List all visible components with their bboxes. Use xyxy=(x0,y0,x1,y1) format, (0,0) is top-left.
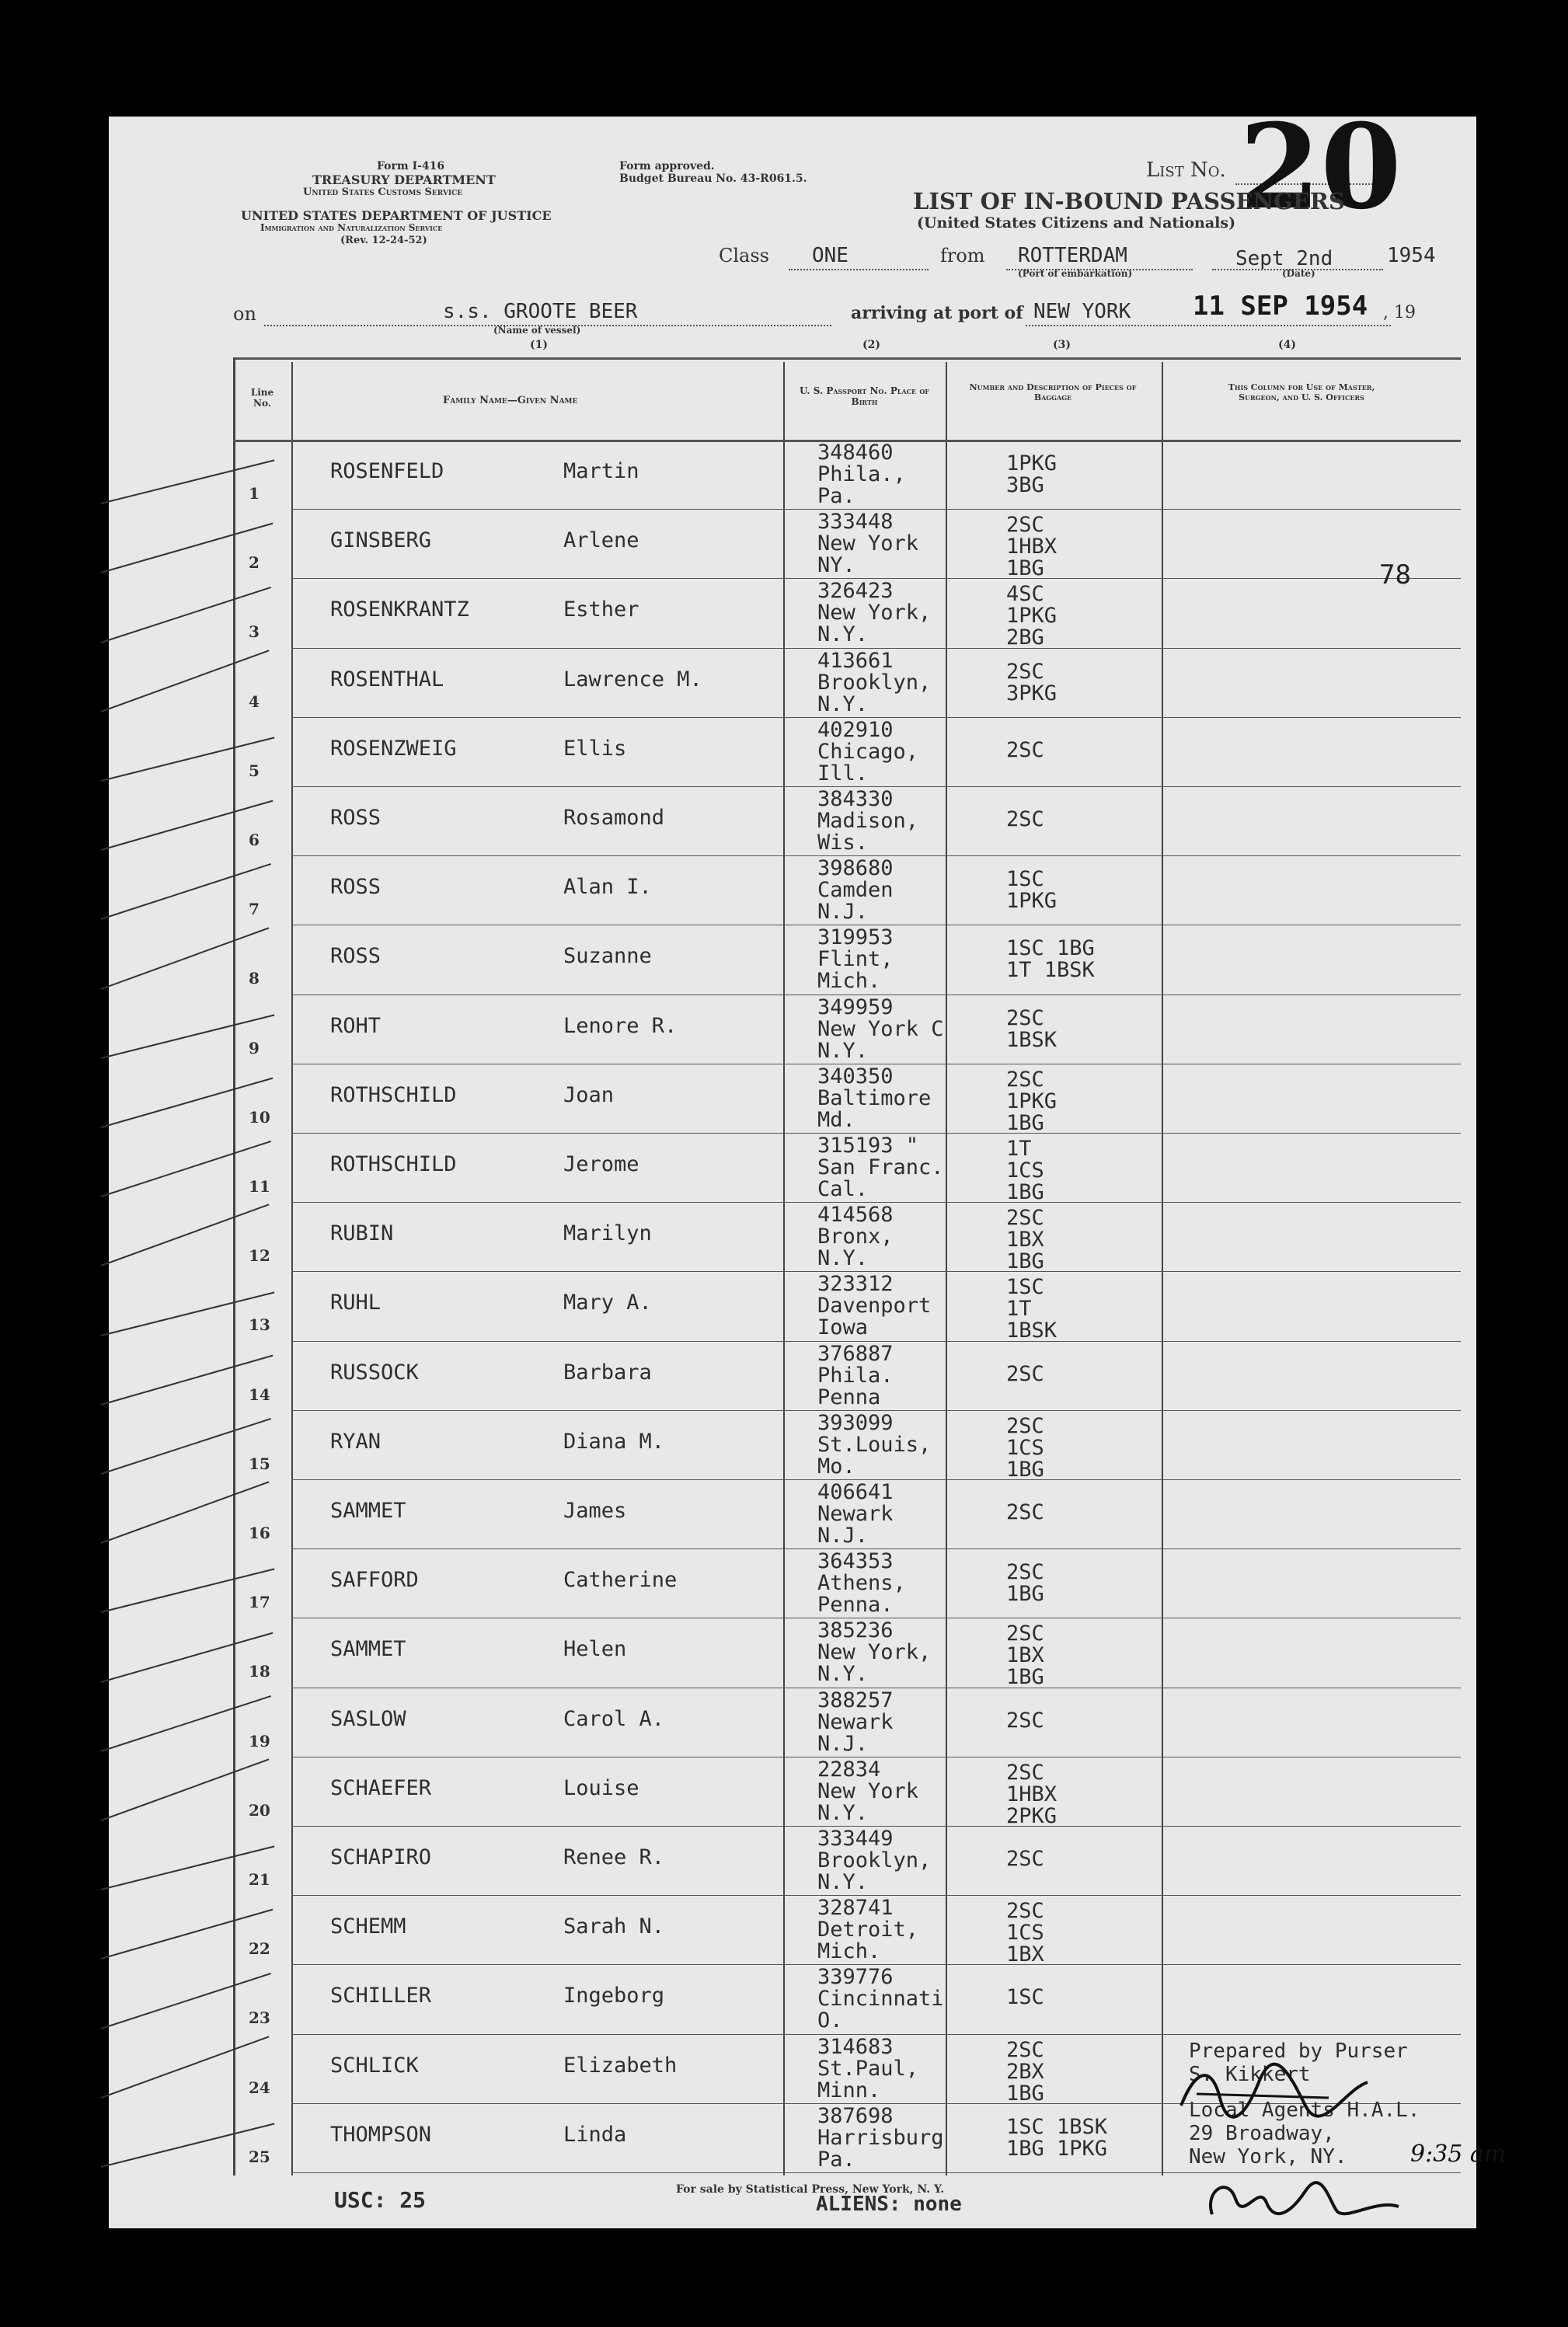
baggage-item: 2SC xyxy=(1006,1622,1044,1646)
family-name: THOMPSON xyxy=(330,2122,432,2147)
baggage-item: 1BSK xyxy=(1006,1319,1058,1343)
passenger-row xyxy=(109,441,1476,510)
baggage-item: 4SC xyxy=(1006,582,1044,607)
baggage-item: 2SC xyxy=(1006,1361,1044,1386)
year-prefix: , 19 xyxy=(1383,303,1416,322)
place-of-birth: Detroit, xyxy=(817,1918,919,1942)
passenger-row xyxy=(109,1204,1476,1273)
place-of-birth: N.J. xyxy=(817,1731,869,1756)
place-of-birth: Cal. xyxy=(817,1177,869,1201)
check-mark xyxy=(101,2036,270,2099)
check-mark xyxy=(101,1078,274,1128)
place-of-birth: New York, xyxy=(817,601,932,625)
family-name: SAMMET xyxy=(330,1499,406,1523)
passport-number: 339776 xyxy=(817,1965,894,1990)
baggage-item: 1CS xyxy=(1006,1435,1044,1460)
place-of-birth: New York xyxy=(817,1778,919,1803)
family-name: GINSBERG xyxy=(330,528,432,553)
check-mark xyxy=(101,1418,271,1475)
baggage-item: 1T 1BSK xyxy=(1006,958,1095,983)
place-of-birth: Athens, xyxy=(817,1571,906,1596)
passport-number: 349959 xyxy=(817,995,894,1019)
baggage-item: 2SC xyxy=(1006,1413,1044,1438)
line-number: 6 xyxy=(249,831,260,849)
given-name: Louise xyxy=(563,1775,639,1800)
place-of-birth: Newark xyxy=(817,1709,894,1734)
family-name: SCHAPIRO xyxy=(330,1845,432,1869)
baggage-item: 2SC xyxy=(1006,1206,1044,1231)
passenger-row xyxy=(109,1481,1476,1550)
port-caption: (Port of embarkation) xyxy=(1018,268,1133,279)
check-mark xyxy=(101,1909,274,1959)
baggage-item: 1BG xyxy=(1006,1665,1044,1690)
table-top-border xyxy=(233,357,1461,360)
passenger-row xyxy=(109,1065,1476,1134)
baggage-item: 2SC xyxy=(1006,1760,1044,1785)
family-name: ROSS xyxy=(330,806,382,830)
place-of-birth: N.Y. xyxy=(817,1870,869,1894)
line-number: 3 xyxy=(249,622,260,642)
form-approved: Form approved. xyxy=(619,160,715,172)
passenger-row xyxy=(109,996,1476,1065)
given-name: Ellis xyxy=(563,736,627,761)
family-name: SAMMET xyxy=(330,1637,406,1662)
family-name: ROSENZWEIG xyxy=(330,736,457,761)
line-number: 9 xyxy=(249,1038,260,1057)
place-of-birth: Penna xyxy=(817,1385,881,1409)
place-of-birth: Davenport xyxy=(817,1294,932,1319)
place-of-birth: N.Y. xyxy=(817,1246,869,1271)
given-name: Alan I. xyxy=(563,875,652,900)
baggage-item: 2SC xyxy=(1006,1500,1044,1524)
passenger-row xyxy=(109,1689,1476,1758)
passport-number: 333448 xyxy=(817,510,894,535)
check-mark xyxy=(101,1758,270,1821)
check-mark xyxy=(101,523,274,573)
baggage-item: 1T xyxy=(1006,1297,1032,1322)
passport-number: 376887 xyxy=(817,1341,894,1366)
place-of-birth: N.Y. xyxy=(817,622,869,647)
passenger-row xyxy=(109,650,1476,719)
check-mark xyxy=(101,927,270,990)
baggage-item: 1BG xyxy=(1006,2081,1044,2106)
baggage-item: 1BG xyxy=(1006,1582,1044,1607)
line-number: 2 xyxy=(249,553,260,573)
line-number: 17 xyxy=(249,1593,270,1612)
given-name: Helen xyxy=(563,1637,627,1662)
passenger-row xyxy=(109,1273,1476,1342)
baggage-item: 2SC xyxy=(1006,807,1044,831)
family-name: RUSSOCK xyxy=(330,1360,419,1385)
family-name: ROTHSCHILD xyxy=(330,1082,457,1107)
check-mark xyxy=(101,1354,274,1405)
dept-customs: United States Customs Service xyxy=(303,186,463,198)
class-label: Class xyxy=(719,245,769,266)
passenger-row xyxy=(109,1758,1476,1827)
place-of-birth: San Franc. xyxy=(817,1155,944,1179)
line-number: 24 xyxy=(249,2078,270,2097)
baggage-item: 1T xyxy=(1006,1137,1032,1161)
departure-year: 1954 xyxy=(1387,244,1436,267)
baggage-item: 3PKG xyxy=(1006,681,1058,705)
vessel-caption: (Name of vessel) xyxy=(493,325,581,336)
passenger-row xyxy=(109,1550,1476,1619)
place-of-birth: Brooklyn, xyxy=(817,670,932,695)
form-number: Form I-416 xyxy=(377,160,445,172)
baggage-item: 1BG xyxy=(1006,1249,1044,1274)
place-of-birth: Mo. xyxy=(817,1454,855,1479)
line-number: 23 xyxy=(249,2008,270,2028)
baggage-item: 1SC xyxy=(1006,1275,1044,1300)
header-baggage: Number and Description of Pieces of Baggage xyxy=(969,382,1137,402)
passport-number: 385236 xyxy=(817,1618,894,1643)
baggage-item: 2SC xyxy=(1006,1067,1044,1092)
passport-number: 414568 xyxy=(817,1203,894,1228)
passport-number: 364353 xyxy=(817,1549,894,1574)
given-name: Marilyn xyxy=(563,1221,652,1246)
place-of-birth: Newark xyxy=(817,1502,894,1526)
baggage-item: 1BG 1PKG xyxy=(1006,2136,1108,2161)
line-number: 13 xyxy=(249,1315,270,1335)
passport-number: 413661 xyxy=(817,648,894,673)
place-of-birth: New York, xyxy=(817,1640,932,1665)
col-number-4: (4) xyxy=(1278,339,1296,351)
place-of-birth: Mich. xyxy=(817,969,881,994)
passport-number: 333449 xyxy=(817,1827,894,1851)
baggage-item: 2SC xyxy=(1006,737,1044,762)
family-name: SASLOW xyxy=(330,1706,406,1731)
passport-number: 348460 xyxy=(817,441,894,465)
line-number: 25 xyxy=(249,2147,270,2166)
check-mark xyxy=(101,587,271,643)
place-of-birth: Madison, xyxy=(817,809,919,833)
dept-immigration: Immigration and Naturalization Service xyxy=(260,222,443,233)
on-label: on xyxy=(233,303,256,325)
baggage-item: 1BG xyxy=(1006,556,1044,581)
passport-number: 398680 xyxy=(817,856,894,881)
family-name: ROSS xyxy=(330,875,382,900)
col-number-1: (1) xyxy=(530,339,548,351)
arrival-date-stamp: 11 SEP 1954 xyxy=(1193,291,1368,322)
passenger-row xyxy=(109,1897,1476,1966)
passenger-row xyxy=(109,1966,1476,2035)
family-name: ROSS xyxy=(330,944,382,969)
passport-number: 314683 xyxy=(817,2034,894,2059)
line-number: 7 xyxy=(249,900,260,919)
date-caption: (Date) xyxy=(1282,268,1315,279)
family-name: SCHEMM xyxy=(330,1914,406,1939)
place-of-birth: New York C xyxy=(817,1016,944,1041)
baggage-item: 3BG xyxy=(1006,473,1044,497)
check-mark xyxy=(101,1482,270,1545)
family-name: RYAN xyxy=(330,1429,382,1454)
passport-number: 393099 xyxy=(817,1410,894,1435)
baggage-item: 1BX xyxy=(1006,1643,1044,1668)
class-value: ONE xyxy=(812,244,848,267)
baggage-item: 1PKG xyxy=(1006,1089,1058,1113)
baggage-item: 2SC xyxy=(1006,1847,1044,1871)
baggage-item: 1BG xyxy=(1006,1180,1044,1204)
line-number: 18 xyxy=(249,1662,270,1681)
col-number-2: (2) xyxy=(862,339,880,351)
passport-number: 315193 " xyxy=(817,1134,919,1158)
family-name: ROSENFELD xyxy=(330,459,444,483)
check-mark xyxy=(101,1204,270,1267)
baggage-item: 2SC xyxy=(1006,1899,1044,1924)
place-of-birth: N.Y. xyxy=(817,1662,869,1687)
check-mark xyxy=(101,863,271,920)
given-name: Lawrence M. xyxy=(563,667,702,691)
line-number: 15 xyxy=(249,1454,270,1473)
place-of-birth: Pa. xyxy=(817,2147,855,2172)
place-of-birth: Bronx, xyxy=(817,1224,894,1249)
baggage-item: 2SC xyxy=(1006,1708,1044,1733)
family-name: RUHL xyxy=(330,1291,382,1315)
baggage-item: 1BG xyxy=(1006,1110,1044,1135)
passport-number: 326423 xyxy=(817,579,894,604)
purser-line-3: Local Agents H.A.L. xyxy=(1189,2099,1420,2122)
purser-line-4: 29 Broadway, xyxy=(1189,2122,1335,2145)
passenger-row xyxy=(109,1343,1476,1412)
family-name: ROTHSCHILD xyxy=(330,1152,457,1176)
place-of-birth: Camden xyxy=(817,878,894,903)
place-of-birth: St.Paul, xyxy=(817,2056,919,2081)
baggage-item: 1HBX xyxy=(1006,535,1058,559)
list-number: 20 xyxy=(1239,99,1402,235)
check-mark xyxy=(101,650,270,712)
place-of-birth: Baltimore xyxy=(817,1085,932,1110)
baggage-item: 1SC 1BG xyxy=(1006,936,1095,961)
baggage-item: 1SC xyxy=(1006,867,1044,892)
place-of-birth: Cincinnati xyxy=(817,1987,944,2012)
passport-number: 384330 xyxy=(817,787,894,811)
line-number: 10 xyxy=(249,1107,270,1127)
check-mark xyxy=(101,800,274,851)
given-name: Mary A. xyxy=(563,1291,652,1315)
given-name: Rosamond xyxy=(563,806,665,830)
given-name: Catherine xyxy=(563,1568,678,1593)
baggage-item: 1HBX xyxy=(1006,1782,1058,1806)
place-of-birth: N.Y. xyxy=(817,1800,869,1825)
passport-number: 402910 xyxy=(817,717,894,742)
family-name: ROSENKRANTZ xyxy=(330,597,469,622)
passenger-row xyxy=(109,857,1476,926)
dept-justice: UNITED STATES DEPARTMENT OF JUSTICE xyxy=(241,208,552,223)
baggage-item: 1SC 1BSK xyxy=(1006,2114,1108,2139)
line-number: 20 xyxy=(249,1800,270,1820)
list-label: List No. xyxy=(1146,159,1226,182)
baggage-item: 1CS xyxy=(1006,1158,1044,1183)
passenger-row xyxy=(109,926,1476,995)
line-number: 16 xyxy=(249,1524,270,1542)
officer-signature xyxy=(1197,2168,1414,2222)
place-of-birth: Phila., xyxy=(817,462,906,486)
given-name: Diana M. xyxy=(563,1429,665,1454)
line-number: 5 xyxy=(249,761,260,780)
line-number: 19 xyxy=(249,1731,270,1750)
baggage-item: 2SC xyxy=(1006,513,1044,538)
header-line-no: Line No. xyxy=(250,387,274,409)
place-of-birth: St.Louis, xyxy=(817,1432,932,1457)
departure-date: Sept 2nd xyxy=(1235,247,1333,270)
baggage-item: 1BG xyxy=(1006,1457,1044,1482)
dept-treasury: TREASURY DEPARTMENT xyxy=(312,172,496,187)
family-name: SAFFORD xyxy=(330,1568,419,1593)
passenger-row xyxy=(109,510,1476,580)
baggage-item: 2SC xyxy=(1006,659,1044,684)
place-of-birth: Harrisburg xyxy=(817,2125,944,2150)
given-name: Joan xyxy=(563,1082,615,1107)
budget-number: Budget Bureau No. 43-R061.5. xyxy=(619,172,807,185)
baggage-item: 2SC xyxy=(1006,1560,1044,1585)
purser-line-2: S. Kikkert xyxy=(1189,2063,1311,2086)
passenger-row xyxy=(109,1619,1476,1688)
place-of-birth: Minn. xyxy=(817,2078,881,2102)
purser-signature xyxy=(1166,2051,1414,2137)
baggage-item: 2BX xyxy=(1006,2059,1044,2084)
passenger-row xyxy=(109,580,1476,649)
place-of-birth: N.Y. xyxy=(817,1038,869,1063)
header-name: Family Name—Given Name xyxy=(443,395,578,406)
family-name: RUBIN xyxy=(330,1221,394,1246)
revision: (Rev. 12-24-52) xyxy=(340,235,427,246)
line-number: 1 xyxy=(249,484,260,503)
printer-note: For sale by Statistical Press, New York, N. Y. xyxy=(676,2183,945,2196)
given-name: James xyxy=(563,1499,627,1523)
place-of-birth: Pa. xyxy=(817,484,855,508)
line-number: 11 xyxy=(249,1177,270,1196)
passport-number: 328741 xyxy=(817,1896,894,1921)
page-title: LIST OF IN-BOUND PASSENGERS xyxy=(913,188,1345,214)
place-of-birth: O. xyxy=(817,2008,843,2033)
baggage-item: 2SC xyxy=(1006,1005,1044,1030)
place-of-birth: Penna. xyxy=(817,1593,894,1618)
place-of-birth: Phila. xyxy=(817,1363,894,1388)
baggage-item: 1PKG xyxy=(1006,451,1058,476)
purser-line-1: Prepared by Purser xyxy=(1189,2040,1408,2063)
passport-number: 319953 xyxy=(817,925,894,950)
passport-number: 387698 xyxy=(817,2103,894,2128)
line-number: 4 xyxy=(249,691,260,711)
place-of-birth: N.J. xyxy=(817,900,869,925)
baggage-item: 1CS xyxy=(1006,1921,1044,1946)
arrival-port: NEW YORK xyxy=(1033,300,1131,323)
baggage-item: 1PKG xyxy=(1006,889,1058,914)
given-name: Ingeborg xyxy=(563,1984,665,2008)
given-name: Esther xyxy=(563,597,639,622)
family-name: SCHLICK xyxy=(330,2053,419,2078)
place-of-birth: New York xyxy=(817,531,919,556)
check-mark xyxy=(101,1141,271,1197)
baggage-item: 2BG xyxy=(1006,625,1044,650)
baggage-item: 1BSK xyxy=(1006,1027,1058,1052)
line-number: 12 xyxy=(249,1246,270,1266)
given-name: Renee R. xyxy=(563,1845,665,1869)
passenger-manifest-page xyxy=(109,99,1507,2228)
aliens-count: ALIENS: none xyxy=(816,2193,962,2216)
given-name: Linda xyxy=(563,2122,627,2147)
from-label: from xyxy=(940,245,985,266)
check-mark xyxy=(101,1632,274,1682)
margin-note: 78 xyxy=(1379,559,1411,590)
passport-number: 340350 xyxy=(817,1064,894,1089)
given-name: Jerome xyxy=(563,1152,639,1176)
purser-line-5: New York, NY. xyxy=(1189,2145,1347,2168)
line-number: 14 xyxy=(249,1385,270,1404)
family-name: SCHAEFER xyxy=(330,1775,432,1800)
arriving-label: arriving at port of xyxy=(851,303,1023,323)
place-of-birth: Chicago, xyxy=(817,739,919,764)
family-name: SCHILLER xyxy=(330,1984,432,2008)
usc-count: USC: 25 xyxy=(334,2187,427,2213)
given-name: Sarah N. xyxy=(563,1914,665,1939)
place-of-birth: Brooklyn, xyxy=(817,1848,932,1872)
place-of-birth: Flint, xyxy=(817,947,894,972)
baggage-item: 1SC xyxy=(1006,1985,1044,2010)
baggage-item: 1PKG xyxy=(1006,604,1058,629)
passport-number: 323312 xyxy=(817,1272,894,1297)
baggage-item: 2PKG xyxy=(1006,1803,1058,1828)
header-passport: U. S. Passport No. Place of Birth xyxy=(800,385,929,407)
place-of-birth: Mich. xyxy=(817,1939,881,1964)
place-of-birth: Ill. xyxy=(817,761,869,786)
place-of-birth: Wis. xyxy=(817,831,869,855)
passport-number: 406641 xyxy=(817,1480,894,1504)
passenger-row xyxy=(109,1412,1476,1481)
given-name: Martin xyxy=(563,459,639,483)
baggage-item: 1BX xyxy=(1006,1942,1044,1967)
line-number: 21 xyxy=(249,1870,270,1889)
page-subtitle: (United States Citizens and Nationals) xyxy=(917,214,1236,232)
line-number: 22 xyxy=(249,1939,270,1959)
place-of-birth: N.Y. xyxy=(817,691,869,716)
col-number-3: (3) xyxy=(1053,339,1071,351)
given-name: Elizabeth xyxy=(563,2053,678,2078)
given-name: Suzanne xyxy=(563,944,652,969)
passenger-row xyxy=(109,1134,1476,1204)
check-mark xyxy=(101,1973,271,2029)
port-embarkation: ROTTERDAM xyxy=(1018,244,1127,267)
family-name: ROHT xyxy=(330,1013,382,1038)
given-name: Lenore R. xyxy=(563,1013,678,1038)
place-of-birth: N.J. xyxy=(817,1524,869,1548)
family-name: ROSENTHAL xyxy=(330,667,444,691)
place-of-birth: NY. xyxy=(817,553,855,578)
passport-number: 22834 xyxy=(817,1757,881,1782)
given-name: Barbara xyxy=(563,1360,652,1385)
passenger-row xyxy=(109,788,1476,857)
passenger-row xyxy=(109,719,1476,788)
header-officers: This Column for Use of Master, Surgeon, and U. S. Officers xyxy=(1228,382,1375,402)
passport-number: 388257 xyxy=(817,1688,894,1712)
baggage-item: 1BX xyxy=(1006,1228,1044,1252)
given-name: Arlene xyxy=(563,528,639,553)
handwritten-time: 9:35 am xyxy=(1410,2141,1507,2168)
check-mark xyxy=(101,1695,271,1752)
passenger-row xyxy=(109,1827,1476,1897)
vessel-name: s.s. GROOTE BEER xyxy=(443,300,638,323)
given-name: Carol A. xyxy=(563,1706,665,1731)
place-of-birth: Iowa xyxy=(817,1315,869,1340)
line-number: 8 xyxy=(249,969,260,988)
baggage-item: 2SC xyxy=(1006,2037,1044,2062)
place-of-birth: Md. xyxy=(817,1107,855,1132)
